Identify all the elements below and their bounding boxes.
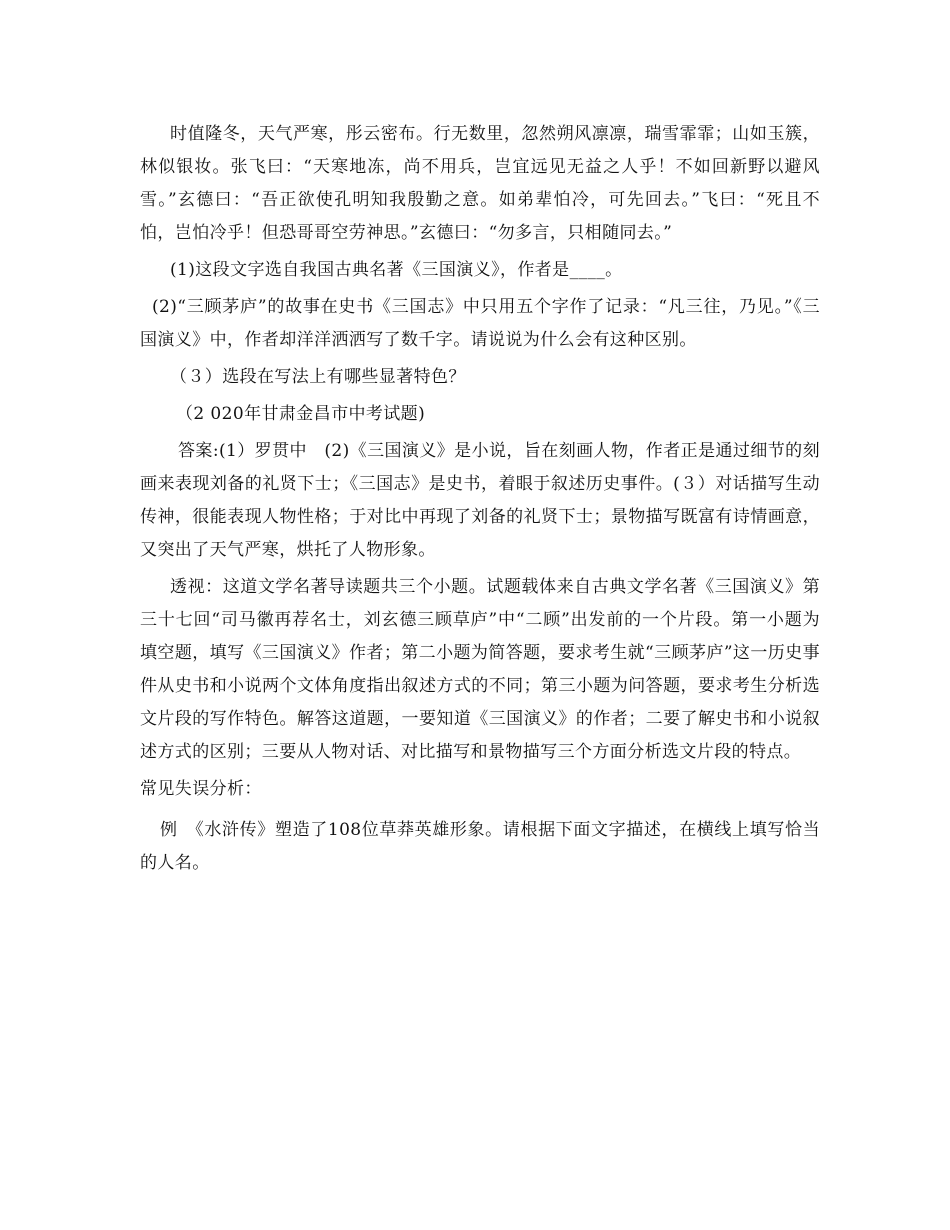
section-heading: 常见失误分析： xyxy=(140,779,262,799)
question-source: （2 020年甘肃金昌市中考试题) xyxy=(176,404,426,424)
example-paragraph: 例 《水浒传》塑造了108位草莽英雄形象。请根据下面文字描述，在横线上填写恰当的人名。 xyxy=(140,820,820,873)
question-2: (2)“三顾茅庐”的故事在史书《三国志》中只用五个字作了记录：“凡三往，乃见。”《三国演义》中，作者却洋洋洒洒写了数千字。请说说为什么会有这种区别。 xyxy=(140,297,820,350)
question-1: (1)这段文字选自我国古典名著《三国演义》，作者是____。 xyxy=(170,260,623,280)
answer-paragraph: 答案:(1）罗贯中 (2)《三国演义》是小说，旨在刻画人物，作者正是通过细节的刻画来表现刘备的礼贤下士；《三国志》是史书，着眼于叙述历史事件。(３）对话描写生动传神，很能表现人物性格；于对比中再现了刘备的礼贤下士；景物描写既富有诗情画意，又突出了天气严寒，烘托了人物形象。 xyxy=(140,441,820,560)
passage-paragraph: 时值隆冬，天气严寒，彤云密布。行无数里，忽然朔风凛凛，瑞雪霏霏；山如玉簇，林似银妆。张飞曰：“天寒地冻，尚不用兵，岂宜远见无益之人乎！不如回新野以避风雪。”玄德曰：“吾正欲使孔明知我殷勤之意。如弟辈怕冷，可先回去。”飞曰：“死且不怕，岂怕冷乎！但恐哥哥空劳神思。”玄德曰：“勿多言，只相随同去。” xyxy=(140,124,820,243)
question-3: （３）选段在写法上有哪些显著特色？ xyxy=(170,367,466,387)
analysis-paragraph: 透视：这道文学名著导读题共三个小题。试题载体来自古典文学名著《三国演义》第三十七回“司马徽再荐名士，刘玄德三顾草庐”中“二顾”出发前的一个片段。第一小题为填空题，填写《三国演义》作者；第二小题为简答题，要求考生就“三顾茅庐”这一历史事件从史书和小说两个文体角度指出叙述方式的不同；第三小题为问答题，要求考生分析选文片段的写作特色。解答这道题，一要知道《三国演义》的作者；二要了解史书和小说叙述方式的区别；三要从人物对话、对比描写和景物描写三个方面分析选文片段的特点。 xyxy=(140,577,820,762)
document-page xyxy=(140,118,820,880)
